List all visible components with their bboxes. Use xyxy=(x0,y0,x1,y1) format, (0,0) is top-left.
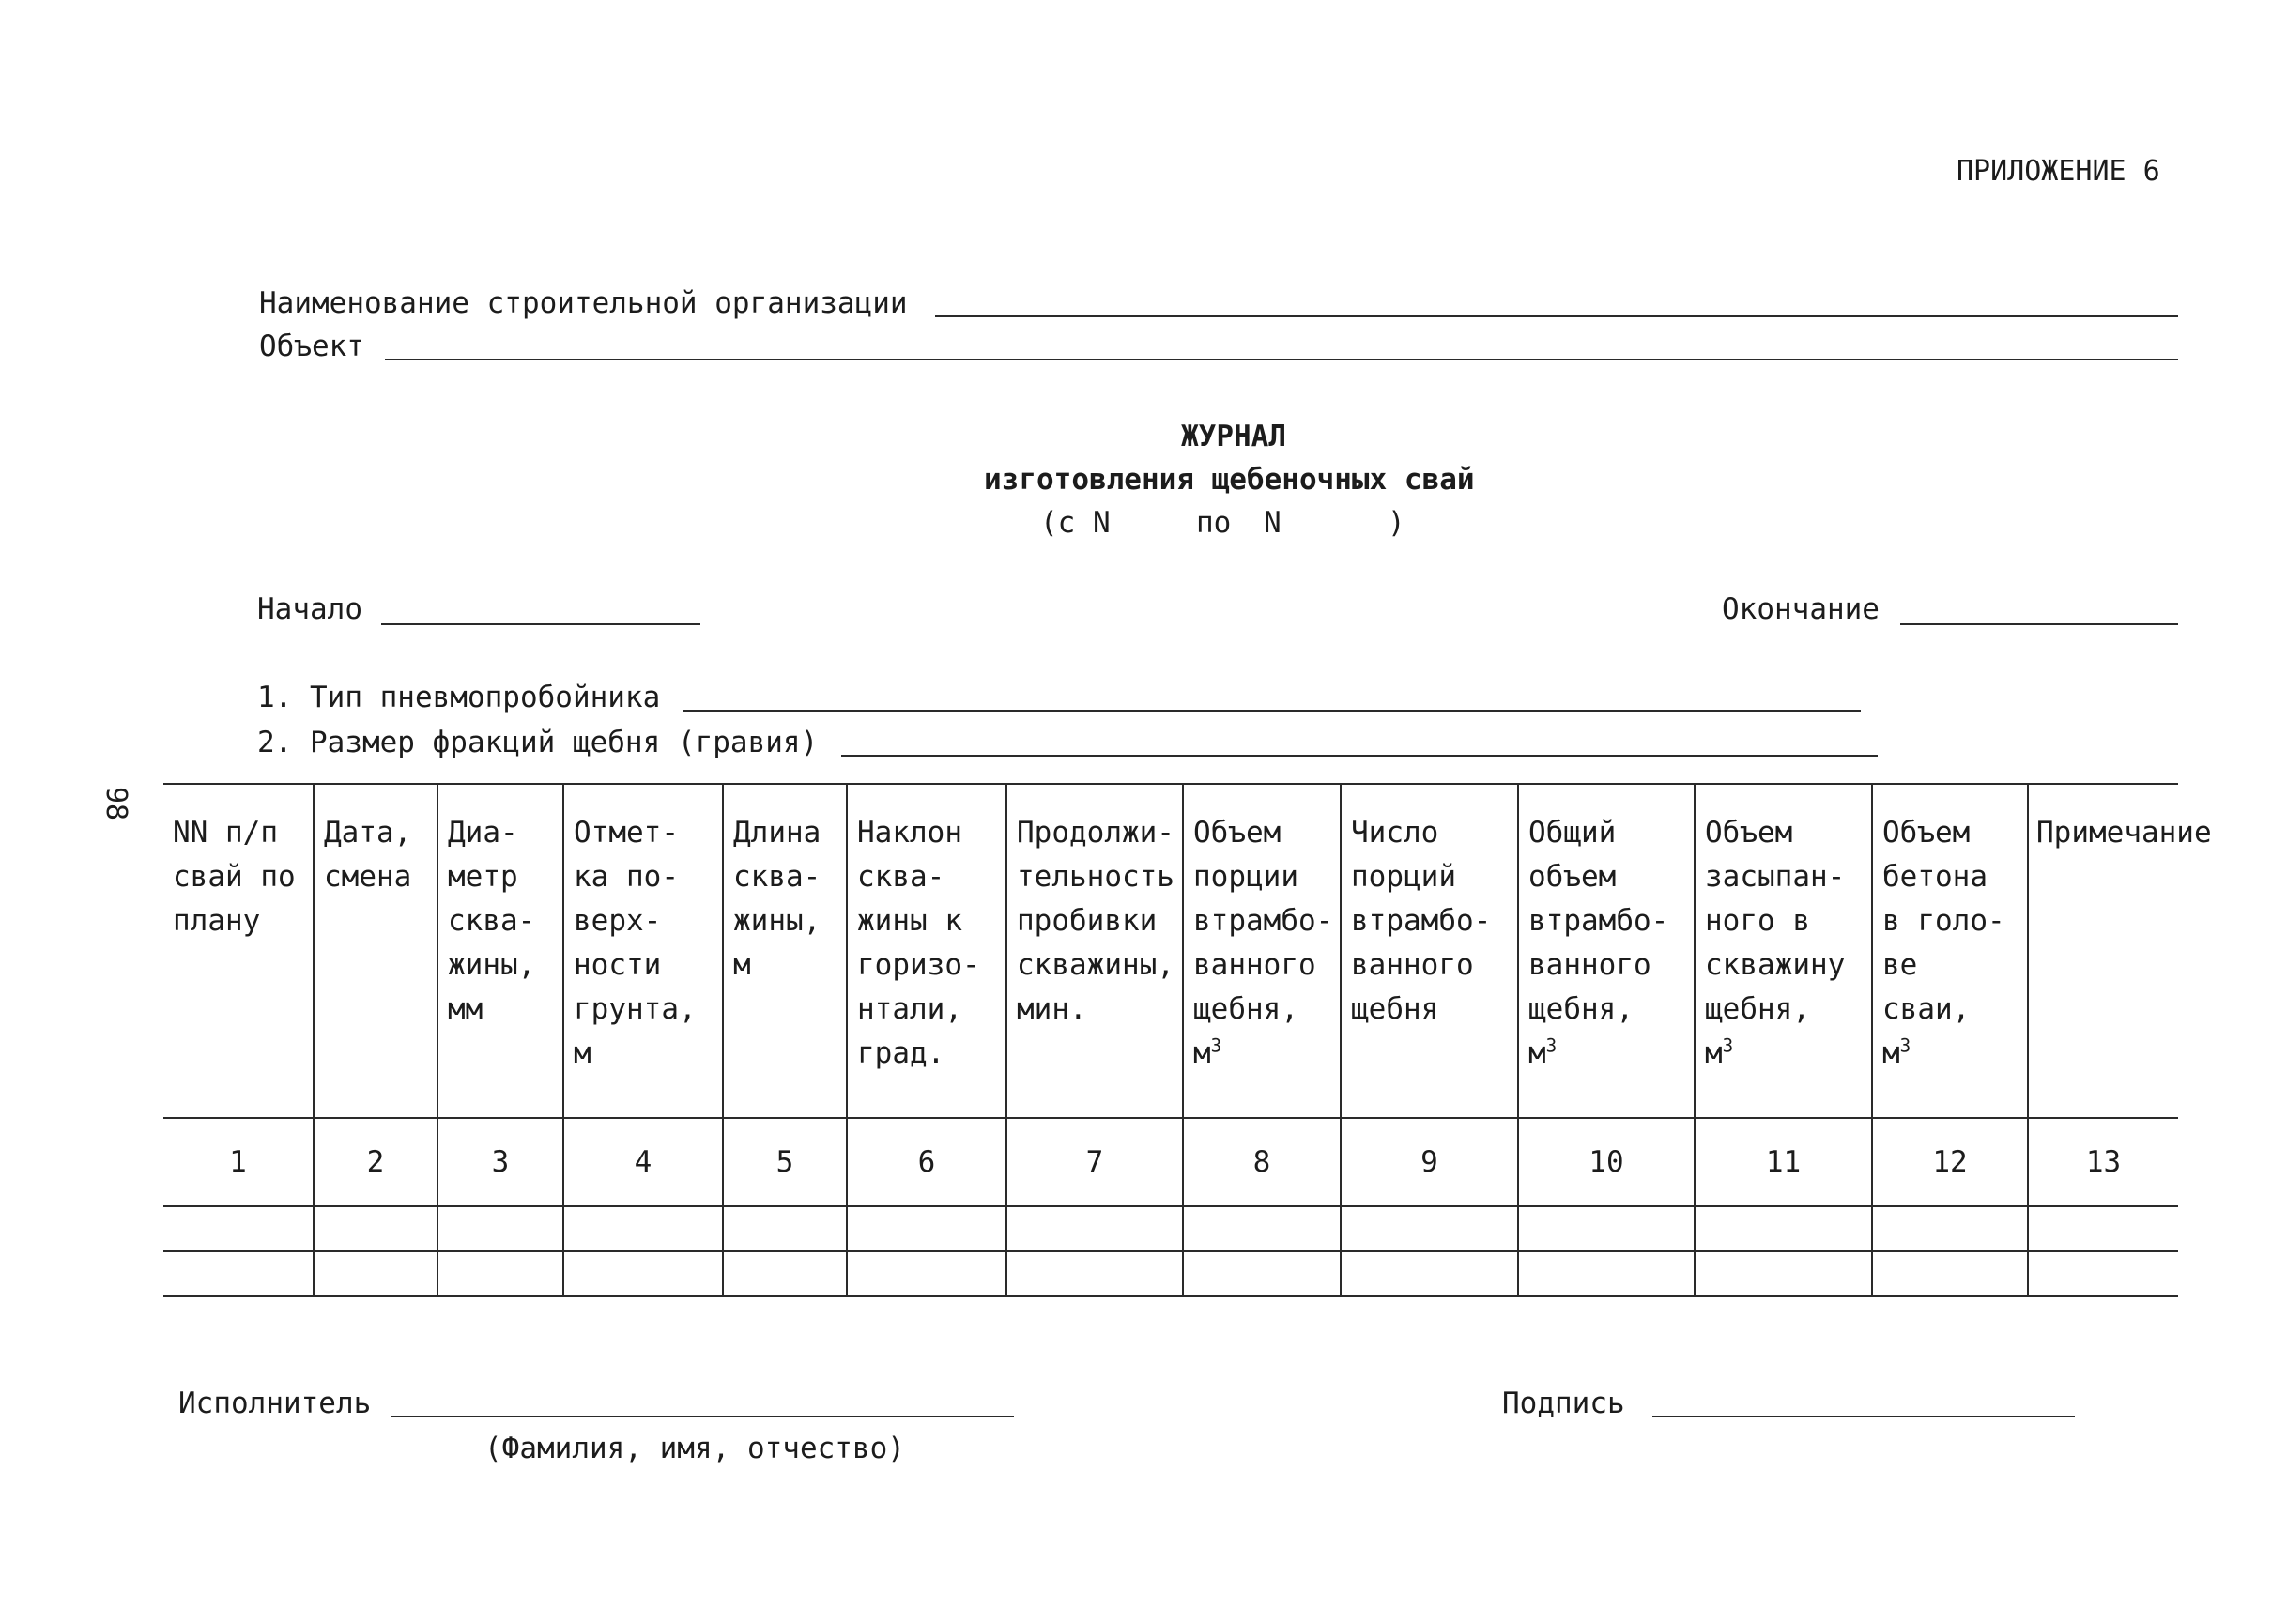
table-cell[interactable] xyxy=(1518,1251,1695,1296)
executor-label: Исполнитель xyxy=(178,1387,372,1420)
column-number: 13 xyxy=(2028,1118,2178,1206)
column-number: 5 xyxy=(723,1118,847,1206)
table-cell[interactable] xyxy=(1341,1206,1518,1251)
range-open: (с N xyxy=(1040,506,1111,540)
signature-field-line[interactable] xyxy=(1652,1416,2075,1417)
column-number: 1 xyxy=(229,1145,247,1179)
table-cell[interactable] xyxy=(2028,1206,2178,1251)
table-row[interactable] xyxy=(163,1251,2178,1296)
col-header-total-volume: Общий объем втрамбо- ванного щебня, $м^3$ xyxy=(1518,784,1695,1118)
table-cell[interactable] xyxy=(437,1206,563,1251)
table-cell[interactable] xyxy=(437,1251,563,1296)
column-number: 12 xyxy=(1872,1118,2028,1206)
start-label: Начало xyxy=(257,592,362,626)
table-cell[interactable] xyxy=(723,1206,847,1251)
column-number: 9 xyxy=(1341,1118,1518,1206)
journal-subtitle: изготовления щебеночных свай xyxy=(984,463,1475,497)
col-header-length: Длина сква- жины, м xyxy=(723,784,847,1118)
table-cell[interactable] xyxy=(1695,1206,1872,1251)
item-type-field-line[interactable] xyxy=(683,710,1861,712)
table-cell[interactable] xyxy=(163,1251,314,1296)
executor-field-line[interactable] xyxy=(391,1416,1014,1417)
start-field-line[interactable] xyxy=(381,623,700,625)
column-number: 8 xyxy=(1183,1118,1341,1206)
col-header-inclination: Наклон сква- жины к горизо- нтали, град. xyxy=(847,784,1006,1118)
col-header-surface-mark: Отмет- ка по- верх- ности грунта, м xyxy=(563,784,723,1118)
table-cell[interactable] xyxy=(1872,1206,2028,1251)
item-fraction-field-line[interactable] xyxy=(841,755,1878,757)
col-header-portion-count: Число порций втрамбо- ванного щебня xyxy=(1341,784,1518,1118)
table-cell[interactable] xyxy=(314,1206,437,1251)
table-row[interactable] xyxy=(163,1206,2178,1251)
end-label: Окончание xyxy=(1722,592,1880,626)
col-header-diameter: Диа- метр сква- жины, мм xyxy=(437,784,563,1118)
column-number: 11 xyxy=(1695,1118,1872,1206)
journal-title: ЖУРНАЛ xyxy=(1181,420,1286,453)
table-cell[interactable] xyxy=(563,1206,723,1251)
journal-table xyxy=(163,783,2212,1297)
page-number: 98 xyxy=(100,787,132,821)
appendix-label: ПРИЛОЖЕНИЕ 6 xyxy=(1957,155,2160,188)
item-type-label: 1. Тип пневмопробойника xyxy=(257,681,661,714)
table-cell[interactable] xyxy=(1183,1206,1341,1251)
column-number: 7 xyxy=(1006,1118,1183,1206)
table-cell[interactable] xyxy=(1872,1251,2028,1296)
table-cell[interactable] xyxy=(847,1206,1006,1251)
table-cell[interactable] xyxy=(163,1206,314,1251)
table-cell[interactable] xyxy=(1006,1206,1183,1251)
table-header-row xyxy=(163,784,2178,1118)
col-header-filled-volume: Объем засыпан- ного в скважину щебня, $м^3$ xyxy=(1695,784,1872,1118)
table-cell[interactable] xyxy=(1341,1251,1518,1296)
range-mid: по xyxy=(1196,506,1232,540)
signature-label: Подпись xyxy=(1502,1387,1625,1420)
range-close: ) xyxy=(1388,506,1405,540)
object-label: Объект xyxy=(259,329,364,363)
table-cell[interactable] xyxy=(314,1251,437,1296)
org-label: Наименование строительной организации xyxy=(259,286,908,320)
table-cell[interactable] xyxy=(1518,1206,1695,1251)
table-cell[interactable] xyxy=(2028,1251,2178,1296)
column-number: 2 xyxy=(314,1118,437,1206)
table-cell[interactable] xyxy=(1695,1251,1872,1296)
item-fraction-label: 2. Размер фракций щебня (гравия) xyxy=(257,726,819,759)
executor-hint: (Фамилия, имя, отчество) xyxy=(484,1432,905,1465)
col-header-pile-number: NN п/п свай по плану xyxy=(173,816,296,938)
table-cell[interactable] xyxy=(1006,1251,1183,1296)
col-header-date-shift: Дата, смена xyxy=(314,784,437,1118)
column-number-row xyxy=(163,1118,2178,1206)
col-header-concrete-volume: Объем бетона в голо- ве сваи, $м^3$ xyxy=(1872,784,2028,1118)
table-cell[interactable] xyxy=(847,1251,1006,1296)
end-field-line[interactable] xyxy=(1900,623,2178,625)
org-field-line[interactable] xyxy=(935,315,2178,317)
column-number: 6 xyxy=(847,1118,1006,1206)
table-cell[interactable] xyxy=(563,1251,723,1296)
column-number: 3 xyxy=(437,1118,563,1206)
col-header-notes: Примечание xyxy=(2028,784,2178,1118)
column-number: 10 xyxy=(1518,1118,1695,1206)
object-field-line[interactable] xyxy=(385,359,2178,360)
range-n: N xyxy=(1264,506,1282,540)
table-cell[interactable] xyxy=(723,1251,847,1296)
col-header-duration: Продолжи- тельность пробивки скважины, мин. xyxy=(1006,784,1183,1118)
col-header-portion-volume: Объем порции втрамбо- ванного щебня, $м^3$ xyxy=(1183,784,1341,1118)
column-number: 4 xyxy=(563,1118,723,1206)
table-cell[interactable] xyxy=(1183,1251,1341,1296)
